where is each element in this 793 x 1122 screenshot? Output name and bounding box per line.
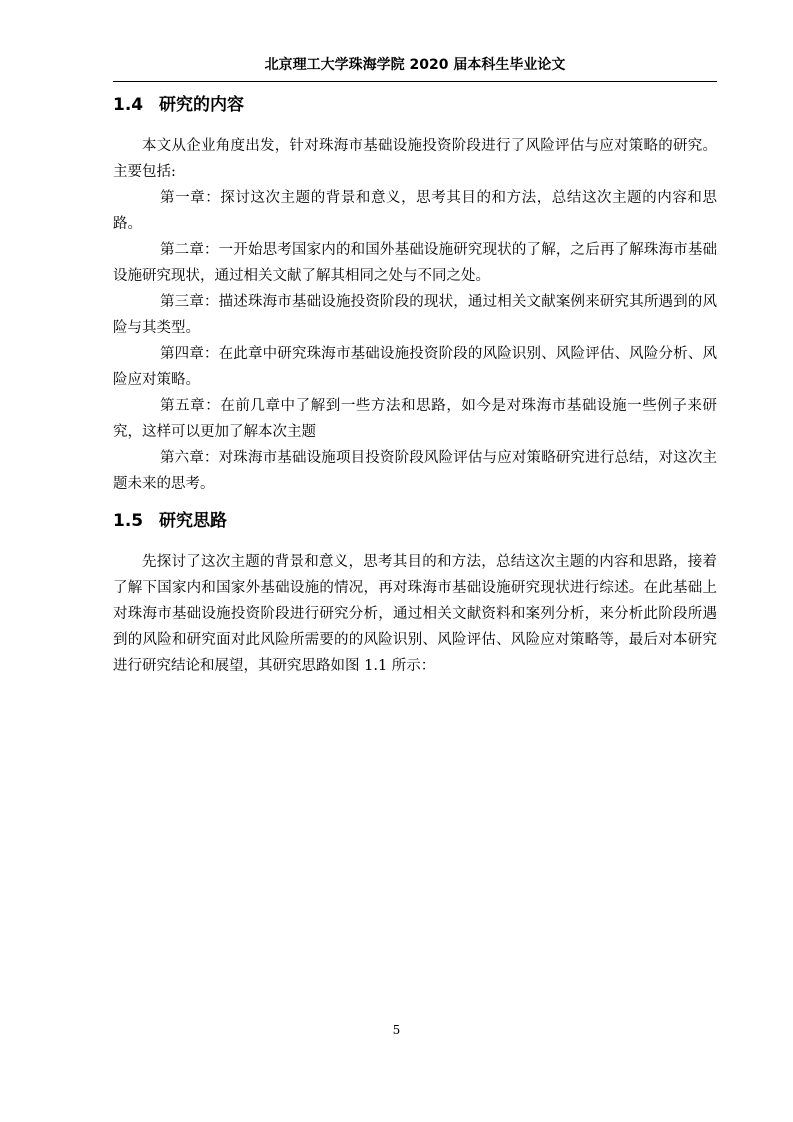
paragraph-chapter-1: 第一章：探讨这次主题的背景和意义，思考其目的和方法，总结这次主题的内容和思路。	[113, 190, 717, 232]
paragraph-chapter-4: 第四章：在此章中研究珠海市基础设施投资阶段的风险识别、风险评估、风险分析、风险应对策略。	[113, 346, 717, 388]
section-title: 研究的内容	[159, 95, 244, 115]
paragraph-research-approach: 先探讨了这次主题的背景和意义，思考其目的和方法，总结这次主题的内容和思路，接着了解下国家内和国家外基础设施的情况，再对珠海市基础设施研究现状进行综述。在此基础上对珠海市基础设施投资阶段进行研究分析，通过相关文献资料和案列分析，来分析此阶段所遇到的风险和研究面对此风险所需要的的风险识别、风险评估、风险应对策略等，最后对本研究进行研究结论和展望，其研究思路如图 1.1 所示：	[113, 554, 717, 674]
section-number: 1.4	[113, 95, 144, 115]
paragraph-chapter-3: 第三章：描述珠海市基础设施投资阶段的现状，通过相关文献案例来研究其所遇到的风险与其类型。	[113, 294, 717, 336]
section-title: 研究思路	[159, 511, 227, 531]
paragraph-intro: 本文从企业角度出发，针对珠海市基础设施投资阶段进行了风险评估与应对策略的研究。主要包括:	[113, 138, 717, 180]
paragraph-chapter-6: 第六章：对珠海市基础设施项目投资阶段风险评估与应对策略研究进行总结，对这次主题未来的思考。	[113, 450, 717, 492]
running-header-title: 北京理工大学珠海学院 2020 届本科生毕业论文	[264, 57, 566, 73]
page-number: 5	[392, 1023, 401, 1037]
running-header	[113, 55, 717, 82]
section-heading-1-5	[113, 509, 227, 533]
section-number: 1.5	[113, 511, 144, 531]
paragraph-chapter-5: 第五章：在前几章中了解到一些方法和思路，如今是对珠海市基础设施一些例子来研究，这样可以更加了解本次主题	[113, 398, 717, 440]
paragraph-chapter-2: 第二章：一开始思考国家内的和国外基础设施研究现状的了解，之后再了解珠海市基础设施研究现状，通过相关文献了解其相同之处与不同之处。	[113, 242, 717, 284]
section-heading-1-4	[113, 93, 244, 117]
